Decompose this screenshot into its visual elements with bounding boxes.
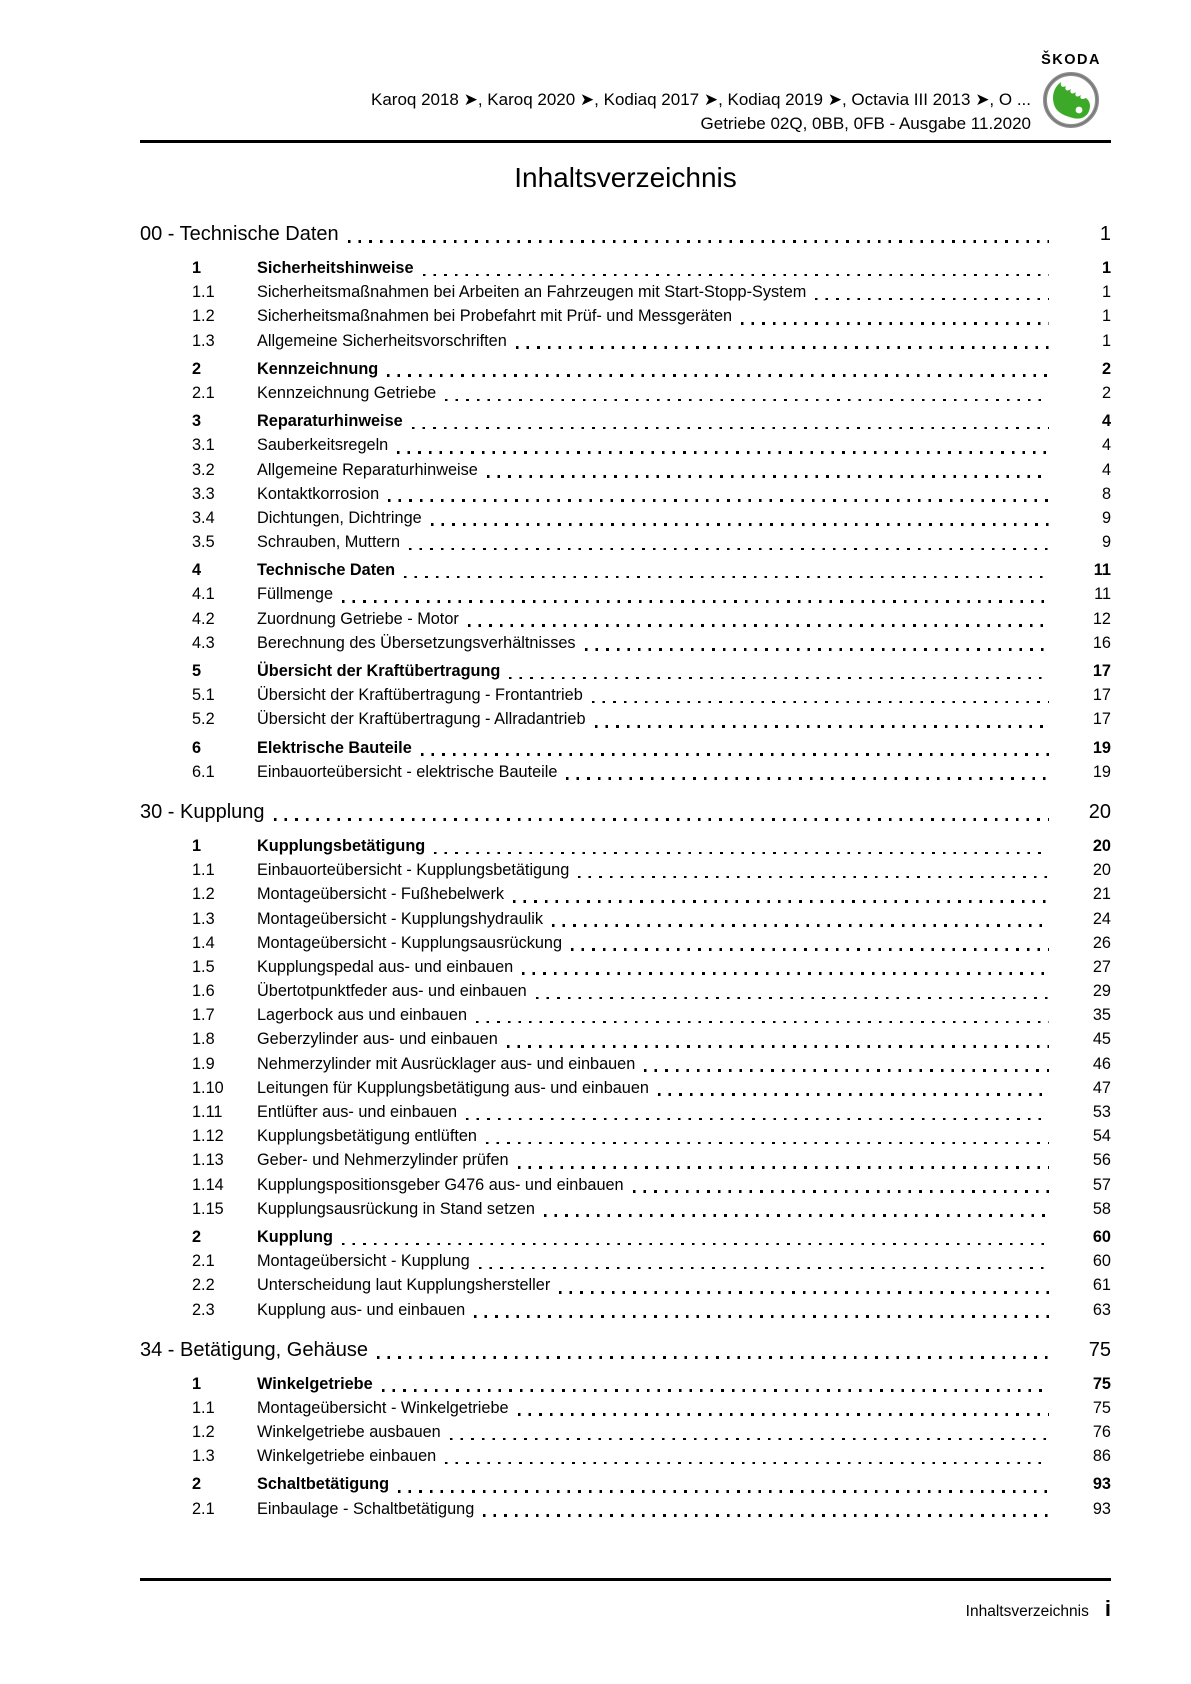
toc-entry-page: 53 [1092,1103,1111,1121]
toc-entry-title: Montageübersicht - Kupplung [257,1252,470,1271]
toc-entry-title: Winkelgetriebe einbauen [257,1447,437,1466]
toc-entry-title: Kupplung aus- und einbauen [257,1300,466,1319]
dot-leader [423,274,1049,277]
dot-leader [466,1118,1049,1121]
toc-entry-number: 1 [192,1374,202,1393]
toc-entry-row [140,1052,1111,1076]
toc-entry-title: Elektrische Bauteile [257,738,412,757]
toc-entry-number: 1.1 [192,1398,215,1417]
skoda-winged-arrow-icon [1041,70,1101,130]
dot-leader [741,322,1049,325]
table-of-contents [140,220,1111,1521]
dot-leader [388,499,1049,502]
toc-entry-title: Zuordnung Getriebe - Motor [257,609,459,628]
toc-entry-number: 1.8 [192,1030,215,1049]
dot-leader [509,677,1049,680]
page-title: Inhaltsverzeichnis [514,162,737,193]
toc-entry-title: Montageübersicht - Kupplungsausrückung [257,933,563,952]
toc-entry-page: 61 [1092,1276,1111,1295]
toc-entry-page: 21 [1092,885,1111,904]
dot-leader [479,1267,1049,1270]
toc-entry-number: 3.3 [192,484,215,503]
toc-entry-page: 2 [1101,383,1111,402]
dot-leader [544,1214,1049,1217]
toc-entry-row [140,482,1111,506]
toc-entry-number: 1.5 [192,957,215,976]
toc-entry-row [140,357,1111,381]
toc-entry-title: Übertotpunktfeder aus- und einbauen [257,982,527,1001]
toc-entry-title: Kupplungsausrückung in Stand setzen [257,1199,535,1218]
toc-entry-page: 75 [1092,1398,1111,1417]
toc-entry-row [140,979,1111,1003]
toc-entry-title: Geber- und Nehmerzylinder prüfen [257,1151,509,1170]
toc-entry-number: 3.2 [192,460,215,479]
toc-entry-number: 1.3 [192,331,215,350]
toc-entry-row [140,1273,1111,1297]
toc-entry-page: 11 [1094,585,1111,604]
skoda-logo [1034,52,1108,135]
toc-entry-number: 1 [192,836,202,855]
toc-entry-page: 17 [1092,686,1111,705]
dot-leader [518,1166,1049,1169]
dot-leader [398,1490,1049,1493]
toc-entry-number: 2.2 [192,1276,215,1295]
toc-chapter-page: 75 [1088,1338,1111,1361]
toc-entry-number: 1.3 [192,909,215,928]
toc-entry-row [140,256,1111,280]
toc-entry-number: 1.4 [192,933,215,952]
dot-leader [487,475,1049,478]
toc-entry-title: Technische Daten [257,561,396,580]
toc-entry-title: Übersicht der Kraftübertragung [257,662,501,680]
toc-entry-row [140,1225,1111,1249]
dot-leader [658,1093,1049,1096]
toc-entry-title: Übersicht der Kraftübertragung - Frontantrieb [257,686,583,705]
toc-entry-row [140,1420,1111,1444]
toc-entry-number: 1.2 [192,1423,215,1442]
dot-leader [409,548,1049,551]
dot-leader [377,1356,1049,1359]
toc-entry-row [140,931,1111,955]
toc-entry-title: Nehmerzylinder mit Ausrücklager aus- und einbauen [257,1054,636,1073]
toc-entry-row [140,760,1111,784]
toc-entry-row [140,1027,1111,1051]
toc-entry-title: Montageübersicht - Fußhebelwerk [257,885,505,904]
toc-entry-page: 93 [1092,1499,1111,1518]
toc-entry-number: 2.1 [192,1499,215,1518]
toc-chapter-row [140,798,1111,826]
dot-leader [445,1462,1049,1465]
toc-entry-row [140,683,1111,707]
toc-entry-page: 29 [1092,982,1111,1001]
toc-entry-title: Montageübersicht - Kupplungshydraulik [257,909,543,928]
toc-entry-row [140,955,1111,979]
dot-leader [644,1069,1049,1072]
toc-entry-number: 1.1 [192,861,215,880]
toc-entry-title: Sicherheitshinweise [257,259,414,277]
toc-entry-page: 4 [1101,460,1111,479]
footer-rule [140,1578,1111,1581]
toc-entry-row [140,1372,1111,1396]
toc-entry-number: 1.13 [192,1151,224,1170]
toc-entry-row [140,1249,1111,1273]
toc-chapter-label: 34 - Betätigung, Gehäuse [140,1338,368,1361]
dot-leader [585,648,1049,651]
dot-leader [578,876,1049,879]
toc-entry-number: 1.9 [192,1054,215,1073]
toc-chapter-page: 20 [1088,800,1111,823]
toc-entry-row [140,1396,1111,1420]
toc-entry-row [140,834,1111,858]
toc-entry-title: Sauberkeitsregeln [257,436,389,455]
toc-entry-number: 3.4 [192,508,215,527]
toc-entry-page: 60 [1092,1227,1111,1246]
dot-leader [431,523,1049,526]
dot-leader [571,948,1049,951]
toc-entry-row [140,882,1111,906]
toc-chapter-label: 30 - Kupplung [140,800,265,823]
toc-entry-number: 3.1 [192,436,215,455]
toc-entry-row [140,1148,1111,1172]
toc-entry-page: 17 [1092,662,1111,680]
toc-entry-page: 19 [1092,762,1111,781]
dot-leader [421,753,1049,756]
toc-entry-number: 2.3 [192,1300,215,1319]
toc-entry-page: 17 [1092,710,1111,729]
toc-entry-page: 4 [1101,412,1111,431]
toc-entry-number: 1.7 [192,1006,215,1025]
toc-entry-number: 5.1 [192,686,215,705]
toc-entry-row [140,409,1111,433]
dot-leader [382,1389,1049,1392]
toc-entry-row [140,582,1111,606]
toc-entry-page: 56 [1092,1151,1111,1170]
toc-entry-row [140,1472,1111,1496]
dot-leader [450,1438,1049,1441]
toc-entry-title: Winkelgetriebe [257,1374,373,1393]
dot-leader [566,777,1049,780]
toc-entry-row [140,329,1111,353]
dot-leader [274,818,1049,821]
toc-entry-page: 58 [1092,1199,1111,1218]
toc-entry-row [140,1497,1111,1521]
toc-entry-row [140,858,1111,882]
toc-entry-row [140,1076,1111,1100]
dot-leader [348,240,1049,243]
toc-entry-page: 16 [1092,633,1111,652]
dot-leader [595,725,1049,728]
header-edition-line: Getriebe 02Q, 0BB, 0FB - Ausgabe 11.2020 [700,114,1031,133]
toc-entry-page: 4 [1101,436,1111,455]
toc-entry-title: Leitungen für Kupplungsbetätigung aus- und einbauen [257,1078,649,1097]
toc-entry-row [140,907,1111,931]
toc-entry-row [140,1444,1111,1468]
toc-entry-number: 4 [192,561,202,580]
toc-entry-title: Allgemeine Sicherheitsvorschriften [257,331,507,350]
toc-entry-title: Kupplungsbetätigung [257,836,426,855]
dot-leader [468,624,1049,627]
toc-entry-number: 2.1 [192,383,215,402]
toc-entry-title: Kennzeichnung Getriebe [257,383,437,402]
toc-entry-page: 9 [1101,508,1111,527]
toc-entry-page: 8 [1101,484,1111,503]
toc-entry-row [140,1197,1111,1221]
toc-entry-title: Allgemeine Reparaturhinweise [257,460,478,479]
toc-entry-page: 57 [1092,1175,1111,1194]
dot-leader [342,600,1049,603]
toc-entry-page: 63 [1092,1300,1111,1319]
toc-entry-title: Kupplungspositionsgeber G476 aus- und einbauen [257,1175,624,1194]
toc-entry-number: 1.15 [192,1199,224,1218]
toc-entry-row [140,707,1111,731]
toc-entry-page: 54 [1092,1127,1111,1146]
toc-entry-title: Entlüfter aus- und einbauen [257,1103,458,1121]
dot-leader [404,576,1049,579]
toc-entry-page: 27 [1092,957,1111,976]
toc-entry-title: Lagerbock aus und einbauen [257,1006,468,1025]
toc-entry-number: 5.2 [192,710,215,729]
dot-leader [387,374,1049,377]
toc-entry-title: Dichtungen, Dichtringe [257,508,422,527]
dot-leader [445,399,1049,402]
toc-entry-title: Übersicht der Kraftübertragung - Allradantrieb [257,710,586,729]
toc-entry-row [140,736,1111,760]
toc-entry-title: Einbauorteübersicht - elektrische Bauteile [257,762,558,781]
toc-entry-number: 4.2 [192,609,215,628]
dot-leader [483,1514,1049,1517]
toc-entry-page: 20 [1092,861,1111,880]
toc-chapter-label: 00 - Technische Daten [140,223,339,245]
dot-leader [476,1021,1049,1024]
toc-entry-page: 47 [1092,1078,1111,1097]
header-models-line: Karoq 2018 ➤, Karoq 2020 ➤, Kodiaq 2017 ➤, Kodiaq 2019 ➤, Octavia III 2013 ➤, O ... [370,90,1031,109]
toc-entry-row [140,1173,1111,1197]
dot-leader [518,1413,1049,1416]
toc-entry-row [140,304,1111,328]
toc-entry-page: 93 [1092,1475,1111,1494]
toc-entry-number: 3 [192,412,202,431]
footer-label: Inhaltsverzeichnis [965,1603,1089,1620]
toc-entry-number: 2 [192,1475,202,1494]
toc-chapter-page: 1 [1099,223,1111,245]
toc-entry-title: Reparaturhinweise [257,412,403,431]
toc-entry-number: 2.1 [192,1252,215,1271]
toc-entry-page: 20 [1092,836,1111,855]
toc-entry-title: Kupplungsbetätigung entlüften [257,1127,477,1146]
toc-entry-page: 2 [1101,359,1111,378]
toc-entry-number: 1.1 [192,283,215,302]
toc-entry-number: 1.3 [192,1447,215,1466]
toc-entry-row [140,607,1111,631]
toc-entry-number: 4.3 [192,633,215,652]
toc-entry-title: Einbauorteübersicht - Kupplungsbetätigung [257,861,570,880]
page-header [0,0,1031,136]
toc-entry-row [140,506,1111,530]
toc-entry-page: 9 [1101,533,1111,552]
skoda-wordmark: ŠKODA [1041,52,1101,68]
toc-entry-title: Schaltbetätigung [257,1475,390,1494]
toc-entry-page: 60 [1092,1252,1111,1271]
toc-entry-number: 2 [192,359,202,378]
toc-entry-title: Geberzylinder aus- und einbauen [257,1030,498,1049]
toc-entry-number: 1.2 [192,307,215,326]
toc-entry-title: Berechnung des Übersetzungsverhältnisses [257,633,576,652]
toc-entry-number: 1.6 [192,982,215,1001]
toc-entry-title: Sicherheitsmaßnahmen bei Arbeiten an Fahrzeugen mit Start-Stopp-System [257,283,807,302]
page-footer [966,1596,1111,1622]
toc-entry-page: 35 [1092,1006,1111,1025]
toc-entry-title: Kupplungspedal aus- und einbauen [257,957,514,976]
toc-entry-number: 1.2 [192,885,215,904]
dot-leader [815,298,1049,301]
dot-leader [434,852,1049,855]
toc-entry-page: 19 [1092,738,1111,757]
toc-entry-row [140,433,1111,457]
toc-entry-title: Schrauben, Muttern [257,533,400,552]
dot-leader [486,1142,1049,1145]
toc-entry-number: 1.12 [192,1127,224,1146]
toc-chapter-row [140,1336,1111,1364]
dot-leader [474,1315,1049,1318]
toc-entry-page: 1 [1101,259,1111,277]
toc-entry-number: 4.1 [192,585,215,604]
dot-leader [507,1045,1049,1048]
toc-entry-page: 24 [1092,909,1111,928]
toc-entry-title: Einbaulage - Schaltbetätigung [257,1499,475,1518]
toc-entry-page: 26 [1092,933,1111,952]
toc-entry-number: 6.1 [192,762,215,781]
dot-leader [342,1243,1049,1246]
toc-entry-number: 1.14 [192,1175,224,1194]
toc-entry-page: 86 [1092,1447,1111,1466]
toc-entry-number: 1 [192,259,202,277]
toc-entry-title: Kennzeichnung [257,359,379,378]
toc-entry-row [140,530,1111,554]
header-rule [140,140,1111,143]
dot-leader [397,451,1049,454]
toc-entry-page: 12 [1092,609,1111,628]
dot-leader [412,427,1049,430]
toc-entry-number: 5 [192,662,202,680]
toc-entry-title: Unterscheidung laut Kupplungshersteller [257,1276,551,1295]
toc-entry-number: 1.11 [192,1103,223,1121]
dot-leader [559,1291,1049,1294]
toc-entry-row [140,381,1111,405]
toc-entry-number: 1.10 [192,1078,224,1097]
dot-leader [536,997,1049,1000]
toc-entry-page: 1 [1101,283,1111,302]
toc-entry-row [140,631,1111,655]
dot-leader [522,972,1049,975]
toc-entry-page: 1 [1101,307,1111,326]
toc-chapter-row [140,220,1111,248]
toc-entry-title: Sicherheitsmaßnahmen bei Probefahrt mit Prüf- und Messgeräten [257,307,733,326]
toc-entry-row [140,659,1111,683]
toc-entry-number: 3.5 [192,533,215,552]
toc-entry-page: 46 [1092,1054,1111,1073]
dot-leader [513,900,1049,903]
dot-leader [633,1190,1049,1193]
toc-entry-page: 1 [1101,331,1111,350]
toc-entry-page: 76 [1092,1423,1111,1442]
toc-entry-number: 6 [192,738,202,757]
toc-entry-title: Winkelgetriebe ausbauen [257,1423,441,1442]
toc-entry-row [140,458,1111,482]
dot-leader [552,924,1049,927]
toc-entry-title: Montageübersicht - Winkelgetriebe [257,1398,509,1417]
toc-entry-row [140,1003,1111,1027]
toc-entry-page: 75 [1092,1374,1111,1393]
toc-entry-number: 2 [192,1227,202,1246]
toc-entry-row [140,280,1111,304]
toc-entry-title: Füllmenge [257,585,334,604]
toc-entry-row [140,1298,1111,1322]
toc-entry-row [140,558,1111,582]
footer-page-number: i [1104,1596,1111,1621]
dot-leader [592,701,1049,704]
toc-entry-title: Kupplung [257,1227,333,1246]
toc-entry-row [140,1124,1111,1148]
dot-leader [516,346,1049,349]
toc-entry-title: Kontaktkorrosion [257,484,380,503]
toc-entry-page: 45 [1092,1030,1111,1049]
toc-entry-row [140,1100,1111,1124]
toc-entry-page: 11 [1093,561,1111,580]
